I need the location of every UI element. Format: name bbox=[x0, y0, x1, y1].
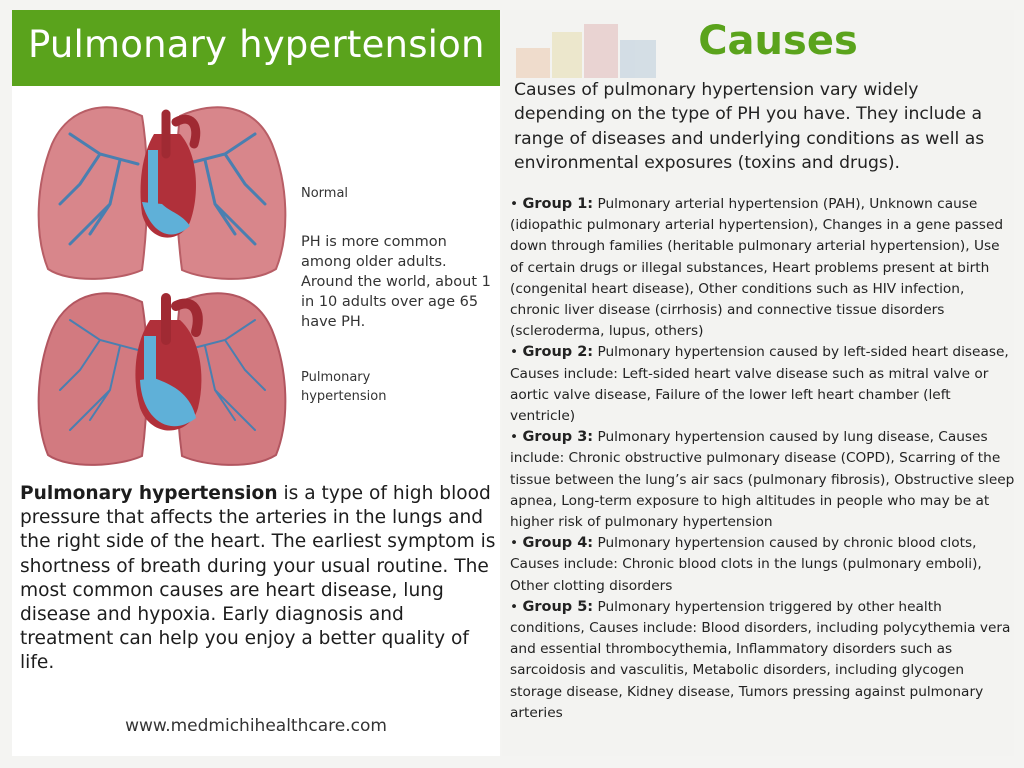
prevalence-fact: PH is more common among older adults. Around the world, about 1 in 10 adults over age 65 have PH. bbox=[301, 234, 491, 330]
bullet: • bbox=[510, 535, 519, 552]
group-name: Group 3: bbox=[522, 429, 594, 446]
causes-heading: Causes bbox=[698, 18, 858, 64]
group-name: Group 2: bbox=[522, 344, 594, 361]
group-description: Pulmonary hypertension triggered by other health conditions, Causes include: Blood disorders, including polycythemia vera and essential thrombocythemia, Inflammatory disorders such as sarcoidosis and vasculitis, Metabolic disorders, including glycogen storage disease, Kidney disease, Tumors pressing against pulmonary arteries bbox=[510, 598, 1011, 721]
title-banner bbox=[12, 10, 500, 86]
group-name: Group 4: bbox=[522, 535, 594, 552]
group-list-item bbox=[510, 194, 1016, 342]
normal-lungs-illustration bbox=[30, 94, 292, 284]
causes-intro: Causes of pulmonary hypertension vary widely depending on the type of PH you have. They include a range of diseases and underlying conditions as well as environmental exposures (toxins and drugs). bbox=[514, 80, 985, 174]
normal-label: Normal bbox=[301, 186, 349, 201]
group-list-item bbox=[510, 427, 1016, 533]
group-description: Pulmonary hypertension caused by chronic blood clots, Causes include: Chronic blood clots in the lungs (pulmonary emboli), Other clotting disorders bbox=[510, 535, 982, 594]
bullet: • bbox=[510, 429, 519, 446]
group-list-item bbox=[510, 597, 1016, 724]
bullet: • bbox=[510, 344, 519, 361]
group-list-item bbox=[510, 342, 1016, 427]
hypertension-label: Pulmonary hypertension bbox=[301, 370, 387, 404]
group-description: Pulmonary hypertension caused by left-sided heart disease, Causes include: Left-sided heart valve disease such as mitral valve or aortic valve disease, Failure of the lower left heart chamber (left ventricle) bbox=[510, 344, 1009, 425]
page-title: Pulmonary hypertension bbox=[28, 23, 485, 66]
website-url: www.medmichihealthcare.com bbox=[125, 716, 387, 736]
group-description: Pulmonary hypertension caused by lung disease, Causes include: Chronic obstructive pulmonary disease (COPD), Scarring of the tissue between the lung’s air sacs (pulmonary fibrosis), Obstructive sleep apnea, Long-term exposure to high altitudes in people who may be at higher risk of pulmonary hypertension bbox=[510, 429, 1015, 531]
bullet: • bbox=[510, 196, 519, 212]
bullet: • bbox=[510, 598, 519, 615]
left-panel bbox=[12, 10, 500, 756]
right-panel bbox=[502, 10, 1014, 756]
group-name: Group 1: bbox=[522, 196, 594, 212]
group-list-item bbox=[510, 533, 1016, 597]
summary-bold-term: Pulmonary hypertension bbox=[20, 483, 278, 504]
group-description: Pulmonary arterial hypertension (PAH), Unknown cause (idiopathic pulmonary arterial hypertension), Changes in a gene passed down through families (heritable pulmonary arterial hypertension), Use of certain drugs or illegal substances, Heart problems present at birth (congenital heart disease), Other conditions such as HIV infection, chronic liver disease (cirrhosis) and connective tissue disorders (scleroderma, lupus, others) bbox=[510, 196, 1004, 340]
group-name: Group 5: bbox=[522, 598, 594, 615]
hypertension-lungs-illustration bbox=[30, 280, 292, 470]
summary-text: is a type of high blood pressure that affects the arteries in the lungs and the right side of the heart. The earliest symptom is shortness of breath during your usual routine. The most common causes are heart disease, lung disease and hypoxia. Early diagnosis and treatment can help you enjoy a better quality of life. bbox=[20, 483, 496, 674]
summary-paragraph bbox=[20, 482, 498, 676]
causes-group-list bbox=[510, 194, 1016, 724]
